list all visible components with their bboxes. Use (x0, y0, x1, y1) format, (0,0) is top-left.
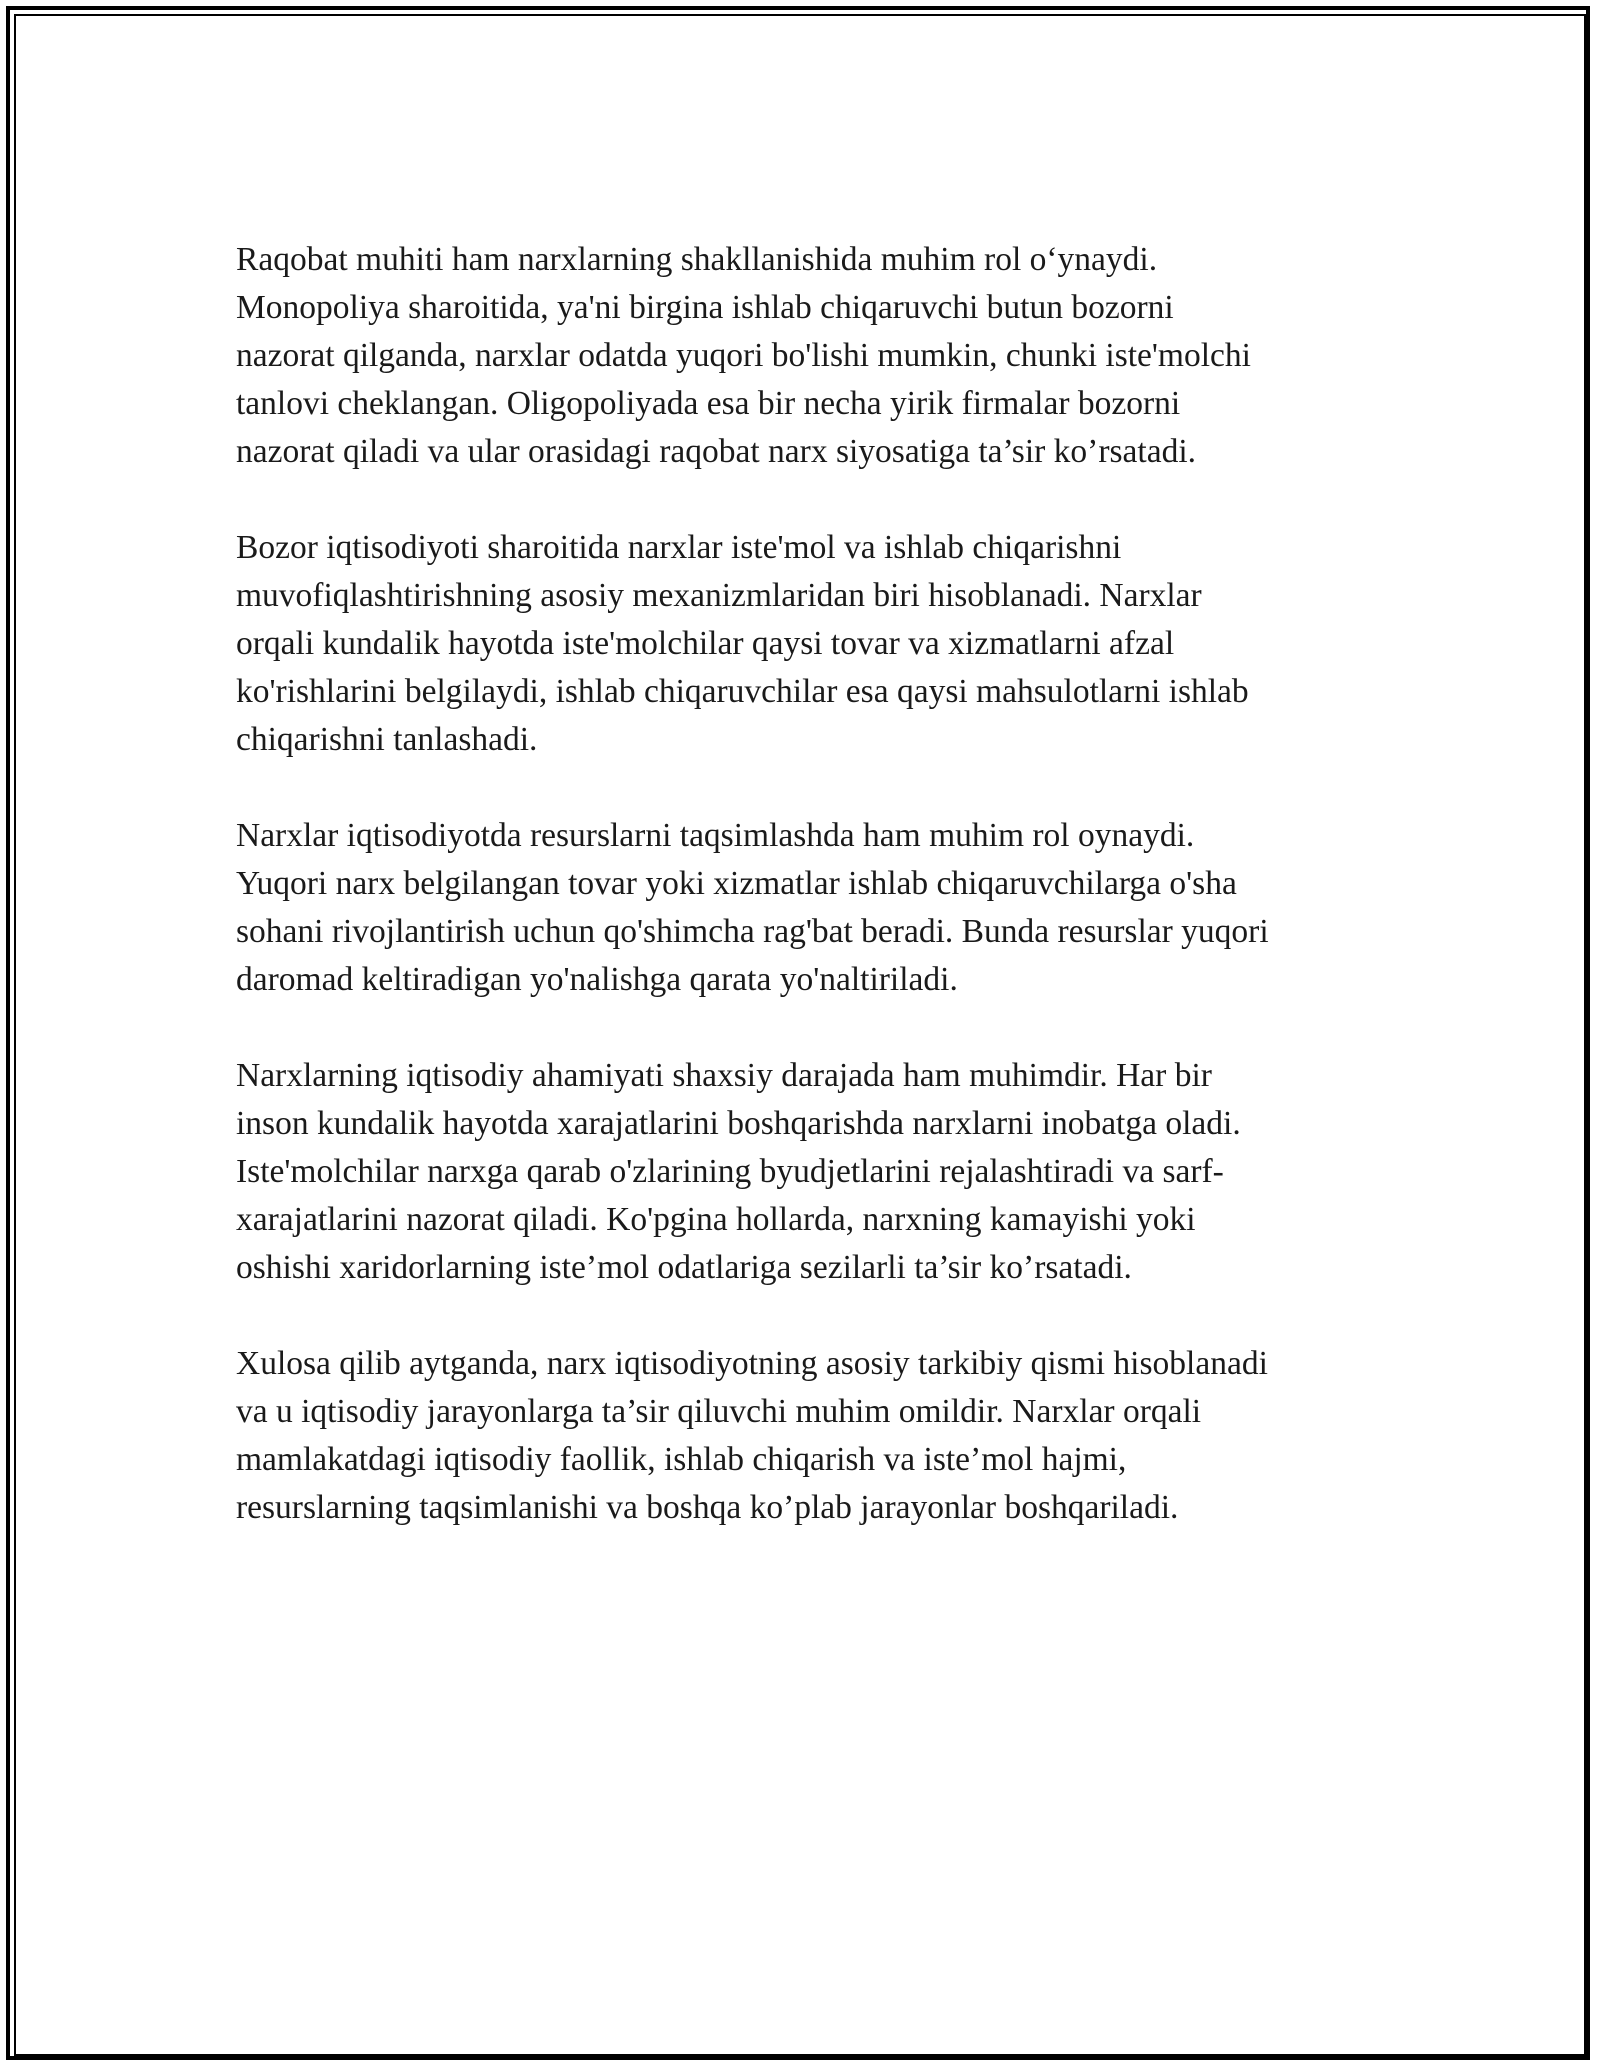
paragraph-shaxsiy (236, 1052, 1376, 1292)
text-line: Narxlarning iqtisodiy ahamiyati shaxsiy darajada ham muhimdir. Har bir (236, 1057, 1212, 1094)
paragraph-bozor (236, 524, 1376, 764)
text-line: tanlovi cheklangan. Oligopoliyada esa bir necha yirik firmalar bozorni (236, 385, 1181, 422)
text-line: xarajatlarini nazorat qiladi. Ko'pgina hollarda, narxning kamayishi yoki (236, 1201, 1196, 1238)
text-line: Bozor iqtisodiyoti sharoitida narxlar iste'mol va ishlab chiqarishni (236, 529, 1122, 566)
text-line: sohani rivojlantirish uchun qo'shimcha rag'bat beradi. Bunda resurslar yuqori (236, 913, 1269, 950)
text-line: Raqobat muhiti ham narxlarning shakllanishida muhim rol o‘ynaydi. (236, 241, 1158, 278)
paragraph-resurslar (236, 812, 1376, 1004)
text-line: chiqarishni tanlashadi. (236, 721, 538, 758)
text-line: Yuqori narx belgilangan tovar yoki xizmatlar ishlab chiqaruvchilarga o'sha (236, 865, 1237, 902)
text-line: Iste'molchilar narxga qarab o'zlarining byudjetlarini rejalashtiradi va sarf- (236, 1153, 1224, 1190)
text-line: nazorat qilganda, narxlar odatda yuqori bo'lishi mumkin, chunki iste'molchi (236, 337, 1251, 374)
text-line: mamlakatdagi iqtisodiy faollik, ishlab chiqarish va iste’mol hajmi, (236, 1441, 1127, 1478)
text-line: inson kundalik hayotda xarajatlarini boshqarishda narxlarni inobatga oladi. (236, 1105, 1241, 1142)
text-line: Xulosa qilib aytganda, narx iqtisodiyotning asosiy tarkibiy qismi hisoblanadi (236, 1345, 1268, 1382)
text-line: oshishi xaridorlarning iste’mol odatlariga sezilarli ta’sir ko’rsatadi. (236, 1249, 1132, 1286)
text-line: ko'rishlarini belgilaydi, ishlab chiqaruvchilar esa qaysi mahsulotlarni ishlab (236, 673, 1249, 710)
text-line: daromad keltiradigan yo'nalishga qarata yo'naltiriladi. (236, 961, 958, 998)
paragraph-raqobat (236, 236, 1376, 476)
paragraph-xulosa (236, 1340, 1376, 1532)
text-line: nazorat qiladi va ular orasidagi raqobat narx siyosatiga ta’sir ko’rsatadi. (236, 433, 1197, 470)
text-line: va u iqtisodiy jarayonlarga ta’sir qiluvchi muhim omildir. Narxlar orqali (236, 1393, 1202, 1430)
text-line: Monopoliya sharoitida, ya'ni birgina ishlab chiqaruvchi butun bozorni (236, 289, 1174, 326)
text-line: muvofiqlashtirishning asosiy mexanizmlaridan biri hisoblanadi. Narxlar (236, 577, 1202, 614)
text-line: resurslarning taqsimlanishi va boshqa ko’plab jarayonlar boshqariladi. (236, 1489, 1179, 1526)
text-line: Narxlar iqtisodiyotda resurslarni taqsimlashda ham muhim rol oynaydi. (236, 817, 1195, 854)
text-line: orqali kundalik hayotda iste'molchilar qaysi tovar va xizmatlarni afzal (236, 625, 1175, 662)
document-body (236, 236, 1376, 1580)
